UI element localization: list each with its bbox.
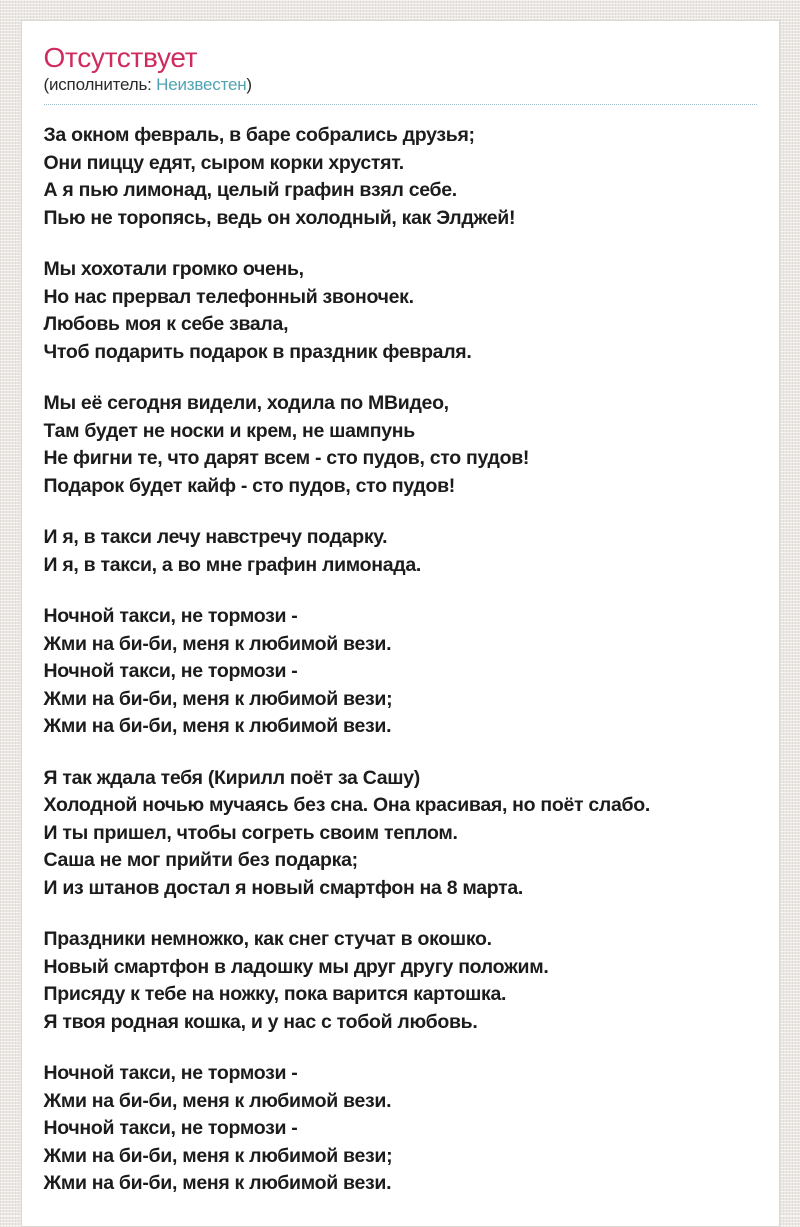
song-title: Отсутствует	[43, 42, 198, 73]
artist-line	[44, 75, 757, 95]
page-background	[0, 20, 800, 1216]
artist-label-suffix: )	[246, 75, 252, 94]
lyric-stanza: Ночной такси, не тормози - Жми на би-би, меня к любимой вези. Ночной такси, не тормози - Жми на би-би, меня к любимой вези; Жми на би-би, меня к любимой вези.	[43, 605, 393, 737]
lyric-stanza: Я так ждала тебя (Кирилл поёт за Сашу) Холодной ночью мучаясь без сна. Она красивая, но поёт слабо. И ты пришел, чтобы согреть своим теплом. Саша не мог прийти без подарка; И из штанов достал я новый смартфон на 8 марта.	[43, 766, 651, 899]
lyric-stanza: И я, в такси лечу навстречу подарку. И я, в такси, а во мне графин лимонада.	[43, 526, 422, 576]
song-header	[44, 43, 757, 105]
lyric-stanza: За окном февраль, в баре собрались друзья; Они пиццу едят, сыром корки хрустят. А я пью лимонад, целый графин взял себе. Пью не торопясь, ведь он холодный, как Элджей!	[43, 124, 516, 229]
lyric-stanza: Мы её сегодня видели, ходила по МВидео, Там будет не носки и крем, не шампунь Не фигни те, что дарят всем - сто пудов, сто пудов! Подарок будет кайф - сто пудов, сто пудов!	[43, 392, 530, 497]
lyric-stanza: Праздники немножко, как снег стучат в окошко. Новый смартфон в ладошку мы друг другу положим. Присяду к тебе на ножку, пока варится картошка. Я твоя родная кошка, и у нас с тобой любовь.	[43, 928, 549, 1033]
lyric-stanza: Ночной такси, не тормози - Жми на би-би, меня к любимой вези. Ночной такси, не тормози - Жми на би-би, меня к любимой вези; Жми на би-би, меня к любимой вези.	[43, 1062, 393, 1194]
artist-link[interactable]: Неизвестен	[156, 75, 247, 94]
artist-label-prefix: (исполнитель:	[43, 75, 157, 94]
lyrics	[44, 105, 757, 1198]
lyric-stanza: Мы хохотали громко очень, Но нас прервал телефонный звоночек. Любовь моя к себе звала, Чтоб подарить подарок в праздник февраля.	[43, 258, 472, 363]
lyrics-card	[21, 20, 780, 1227]
